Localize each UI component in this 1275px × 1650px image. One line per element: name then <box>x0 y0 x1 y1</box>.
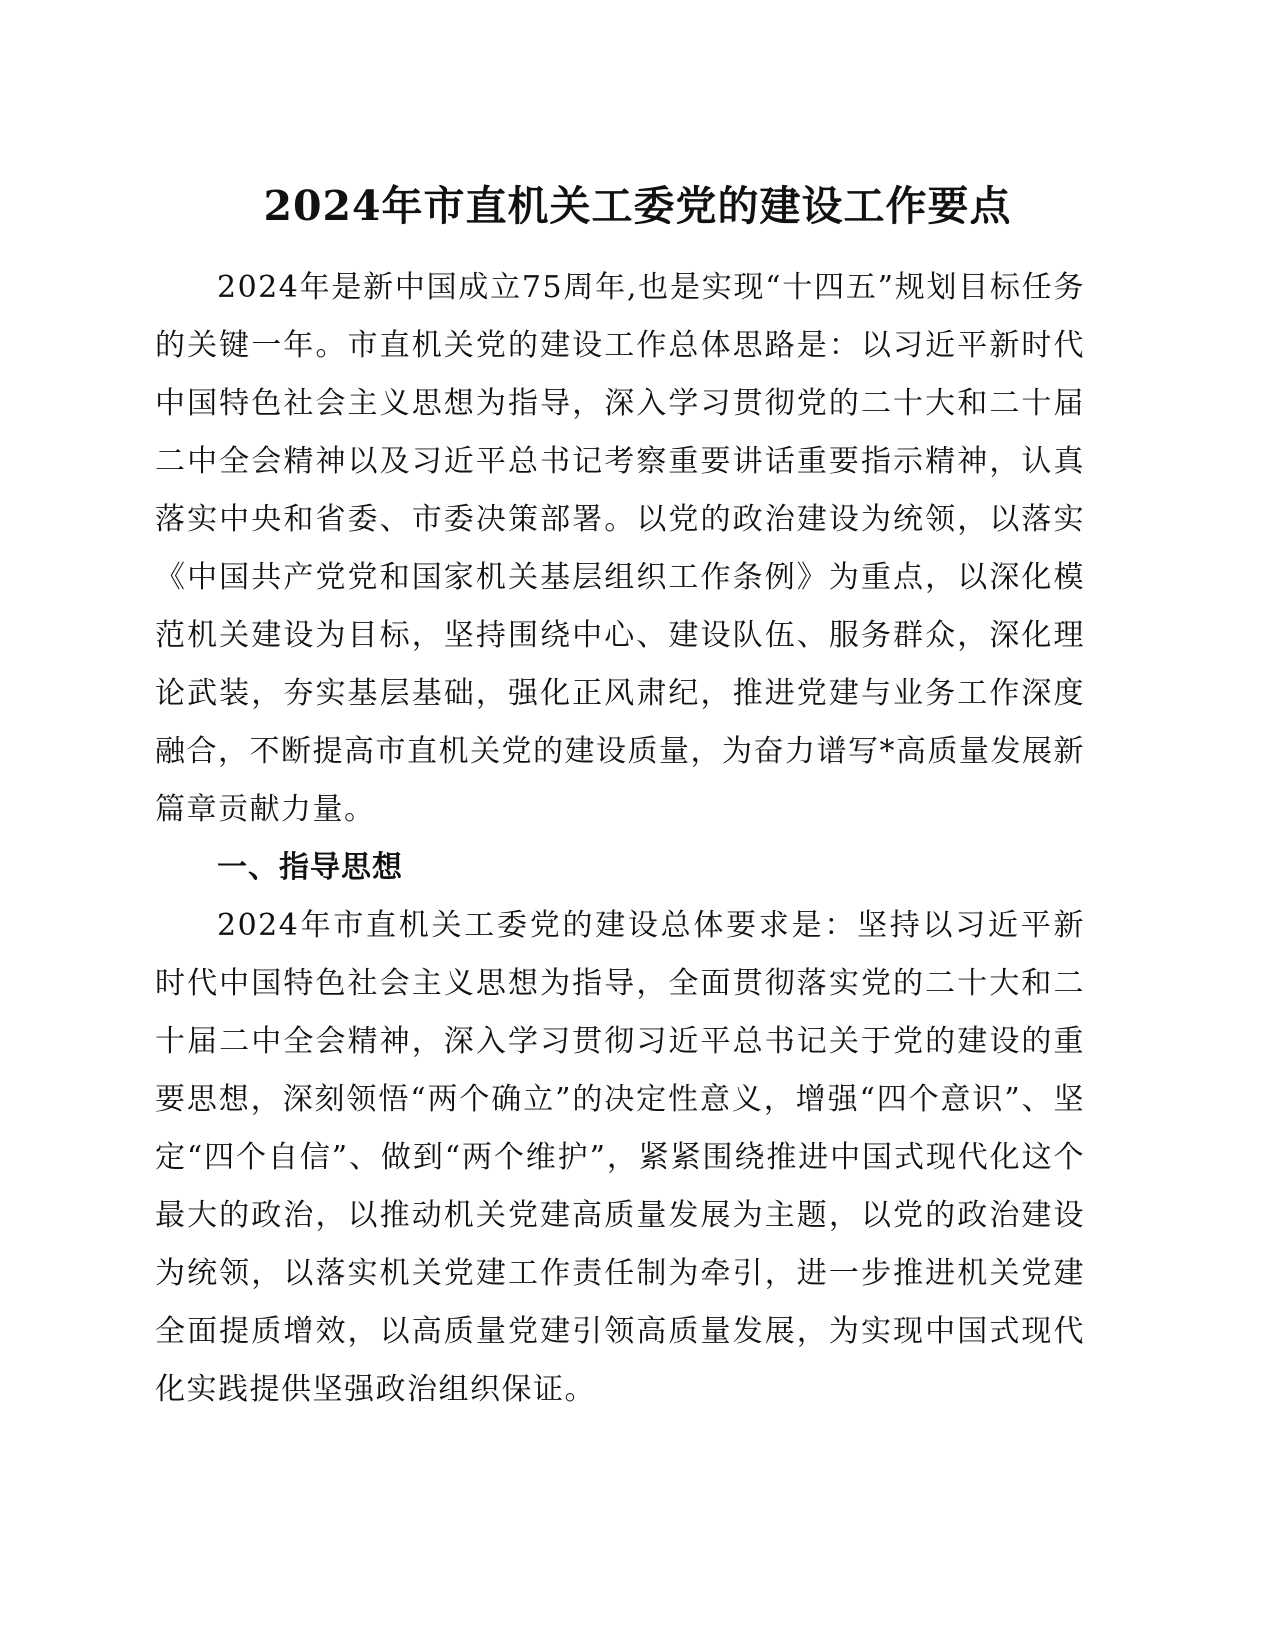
document-title: 2024年市直机关工委党的建设工作要点 <box>263 182 1012 230</box>
intro-paragraph: 2024年是新中国成立75周年,也是实现“十四五”规划目标任务的关键一年。市直机关党的建设工作总体思路是：以习近平新时代中国特色社会主义思想为指导，深入学习贯彻党的二十大和二十届二中全会精神以及习近平总书记考察重要讲话重要指示精神，认真落实中央和省委、市委决策部署。以党的政治建设为统领，以落实《中国共产党党和国家机关基层组织工作条例》为重点，以深化模范机关建设为目标，坚持围绕中心、建设队伍、服务群众，深化理论武装，夯实基层基础，强化正风肃纪，推进党建与业务工作深度融合，不断提高市直机关党的建设质量，为奋力谱写*高质量发展新篇章贡献力量。 <box>155 270 1085 827</box>
section-heading-guiding-ideology: 一、指导思想 <box>217 850 403 885</box>
section-paragraph-guiding-ideology: 2024年市直机关工委党的建设总体要求是：坚持以习近平新时代中国特色社会主义思想为指导，全面贯彻落实党的二十大和二十届二中全会精神，深入学习贯彻习近平总书记关于党的建设的重要思想，深刻领悟“两个确立”的决定性意义，增强“四个意识”、坚定“四个自信”、做到“两个维护”，紧紧围绕推进中国式现代化这个最大的政治，以推动机关党建高质量发展为主题，以党的政治建设为统领，以落实机关党建工作责任制为牵引，进一步推进机关党建全面提质增效，以高质量党建引领高质量发展，为实现中国式现代化实践提供坚强政治组织保证。 <box>155 908 1085 1407</box>
document-body <box>155 259 1085 1419</box>
